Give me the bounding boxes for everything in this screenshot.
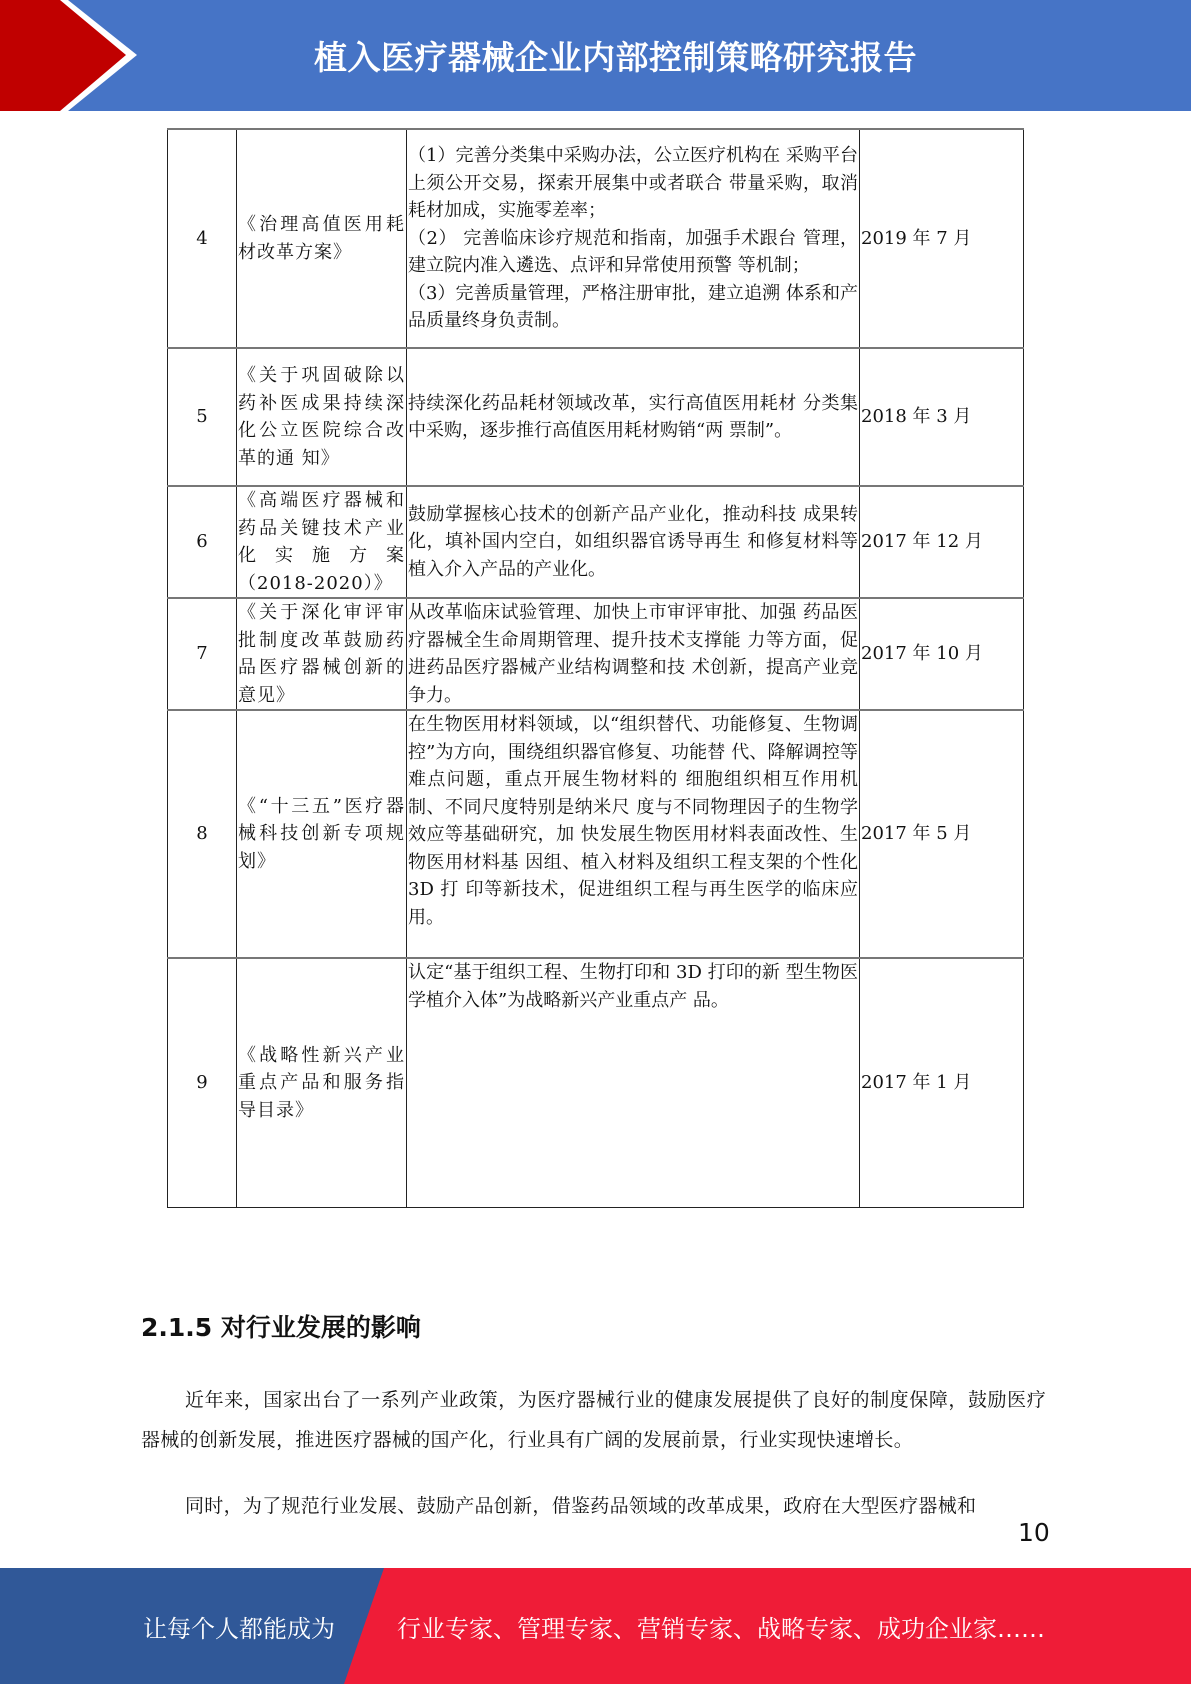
content-item: 认定“基于组织工程、生物打印和 3D 打印的新 型生物医学植介入体”为战略新兴产业重点产 品。 (408, 962, 858, 1011)
table-row (168, 348, 1024, 486)
page-footer (0, 1568, 1191, 1684)
policy-name (237, 958, 407, 1207)
row-number: 9 (168, 958, 237, 1207)
policy-name-text: 《高端医疗器械和药品关键技术产业化实施方案（2018-2020）》 (238, 490, 405, 594)
policy-name (237, 486, 407, 598)
policy-name-text: 《战略性新兴产业重点产品和服务指导目录》 (238, 1044, 405, 1121)
policy-content (407, 958, 860, 1207)
content-item: 持续深化药品耗材领域改革，实行高值医用耗材 分类集中采购，逐步推行高值医用耗材购销“两 票制”。 (408, 392, 858, 441)
content-item: 在生物医用材料领域，以“组织替代、功能修复、生物调控”为方向，围绕组织器官修复、功能替 代、降解调控等难点问题，重点开展生物材料的 细胞组织相互作用机制、不同尺度特别是纳米尺 度与不同物理因子的生物学效应等基础研究，加 快发展生物医用材料表面改性、生物医用材料基 因组、植入材料及组织工程支架的个性化 3D 打 印等新技术，促进组织工程与再生医学的临床应 用。 (408, 714, 858, 928)
report-title: 植入医疗器械企业内部控制策略研究报告 (314, 38, 917, 77)
content-item: （3）完善质量管理，严格注册审批，建立追溯 体系和产品质量终身负责制。 (408, 282, 858, 332)
row-number: 8 (168, 710, 237, 958)
policy-date: 2017 年 12 月 (860, 486, 1024, 598)
table-row (168, 129, 1024, 348)
policy-name (237, 710, 407, 958)
policy-content (407, 486, 860, 598)
body-paragraph: 同时，为了规范行业发展、鼓励产品创新，借鉴药品领域的改革成果，政府在大型医疗器械和 (185, 1495, 977, 1517)
policy-date: 2017 年 10 月 (860, 598, 1024, 710)
content-item: 从改革临床试验管理、加快上市审评审批、加强 药品医疗器械全生命周期管理、提升技术支撑能 力等方面，促进药品医疗器械产业结构调整和技 术创新，提高产业竞争力。 (408, 602, 858, 706)
table-row (168, 710, 1024, 958)
policy-name (237, 129, 407, 348)
row-number: 6 (168, 486, 237, 598)
policy-date: 2017 年 5 月 (860, 710, 1024, 958)
policy-name (237, 598, 407, 710)
policy-date: 2019 年 7 月 (860, 129, 1024, 348)
row-number: 4 (168, 129, 237, 348)
body-paragraph: 近年来，国家出台了一系列产业政策，为医疗器械行业的健康发展提供了良好的制度保障，鼓励医疗器械的创新发展，推进医疗器械的国产化，行业具有广阔的发展前景，行业实现快速增长。 (141, 1389, 1046, 1451)
policy-content (407, 129, 860, 348)
section-heading: 2.1.5 对行业发展的影响 (141, 1313, 421, 1342)
policy-date: 2017 年 1 月 (860, 958, 1024, 1207)
policy-content (407, 598, 860, 710)
row-number: 7 (168, 598, 237, 710)
page-header (0, 0, 1191, 111)
policy-name-text: 《“十三五”医疗器械科技创新专项规划》 (238, 795, 405, 872)
policy-name-text: 《治理高值医用耗材改革方案》 (238, 214, 405, 263)
table-row (168, 958, 1024, 1207)
content-item: （2） 完善临床诊疗规范和指南，加强手术跟台 管理，建立院内准入遴选、点评和异常使用预警 等机制； (408, 227, 858, 277)
content-item: （1）完善分类集中采购办法，公立医疗机构在 采购平台上须公开交易，探索开展集中或者联合 带量采购，取消耗材加成，实施零差率； (408, 145, 858, 222)
content-item: 鼓励掌握核心技术的创新产品产业化，推动科技 成果转化，填补国内空白，如组织器官诱导再生 和修复材料等植入介入产品的产业化。 (408, 503, 858, 580)
table-row (168, 598, 1024, 710)
policy-name-text: 《关于深化审评审批制度改革鼓励药品医疗器械创新的意见》 (238, 602, 405, 706)
policy-table (167, 128, 1024, 1208)
policy-content (407, 348, 860, 486)
row-number: 5 (168, 348, 237, 486)
table-row (168, 486, 1024, 598)
policy-name (237, 348, 407, 486)
footer-slogan-left: 让每个人都能成为 (143, 1614, 335, 1643)
page-number: 10 (1018, 1518, 1050, 1547)
policy-date: 2018 年 3 月 (860, 348, 1024, 486)
footer-slogan-right: 行业专家、管理专家、营销专家、战略专家、成功企业家…… (397, 1614, 1045, 1643)
policy-name-text: 《关于巩固破除以药补医成果持续深化公立医院综合改革的通 知》 (238, 365, 405, 469)
policy-content (407, 710, 860, 958)
